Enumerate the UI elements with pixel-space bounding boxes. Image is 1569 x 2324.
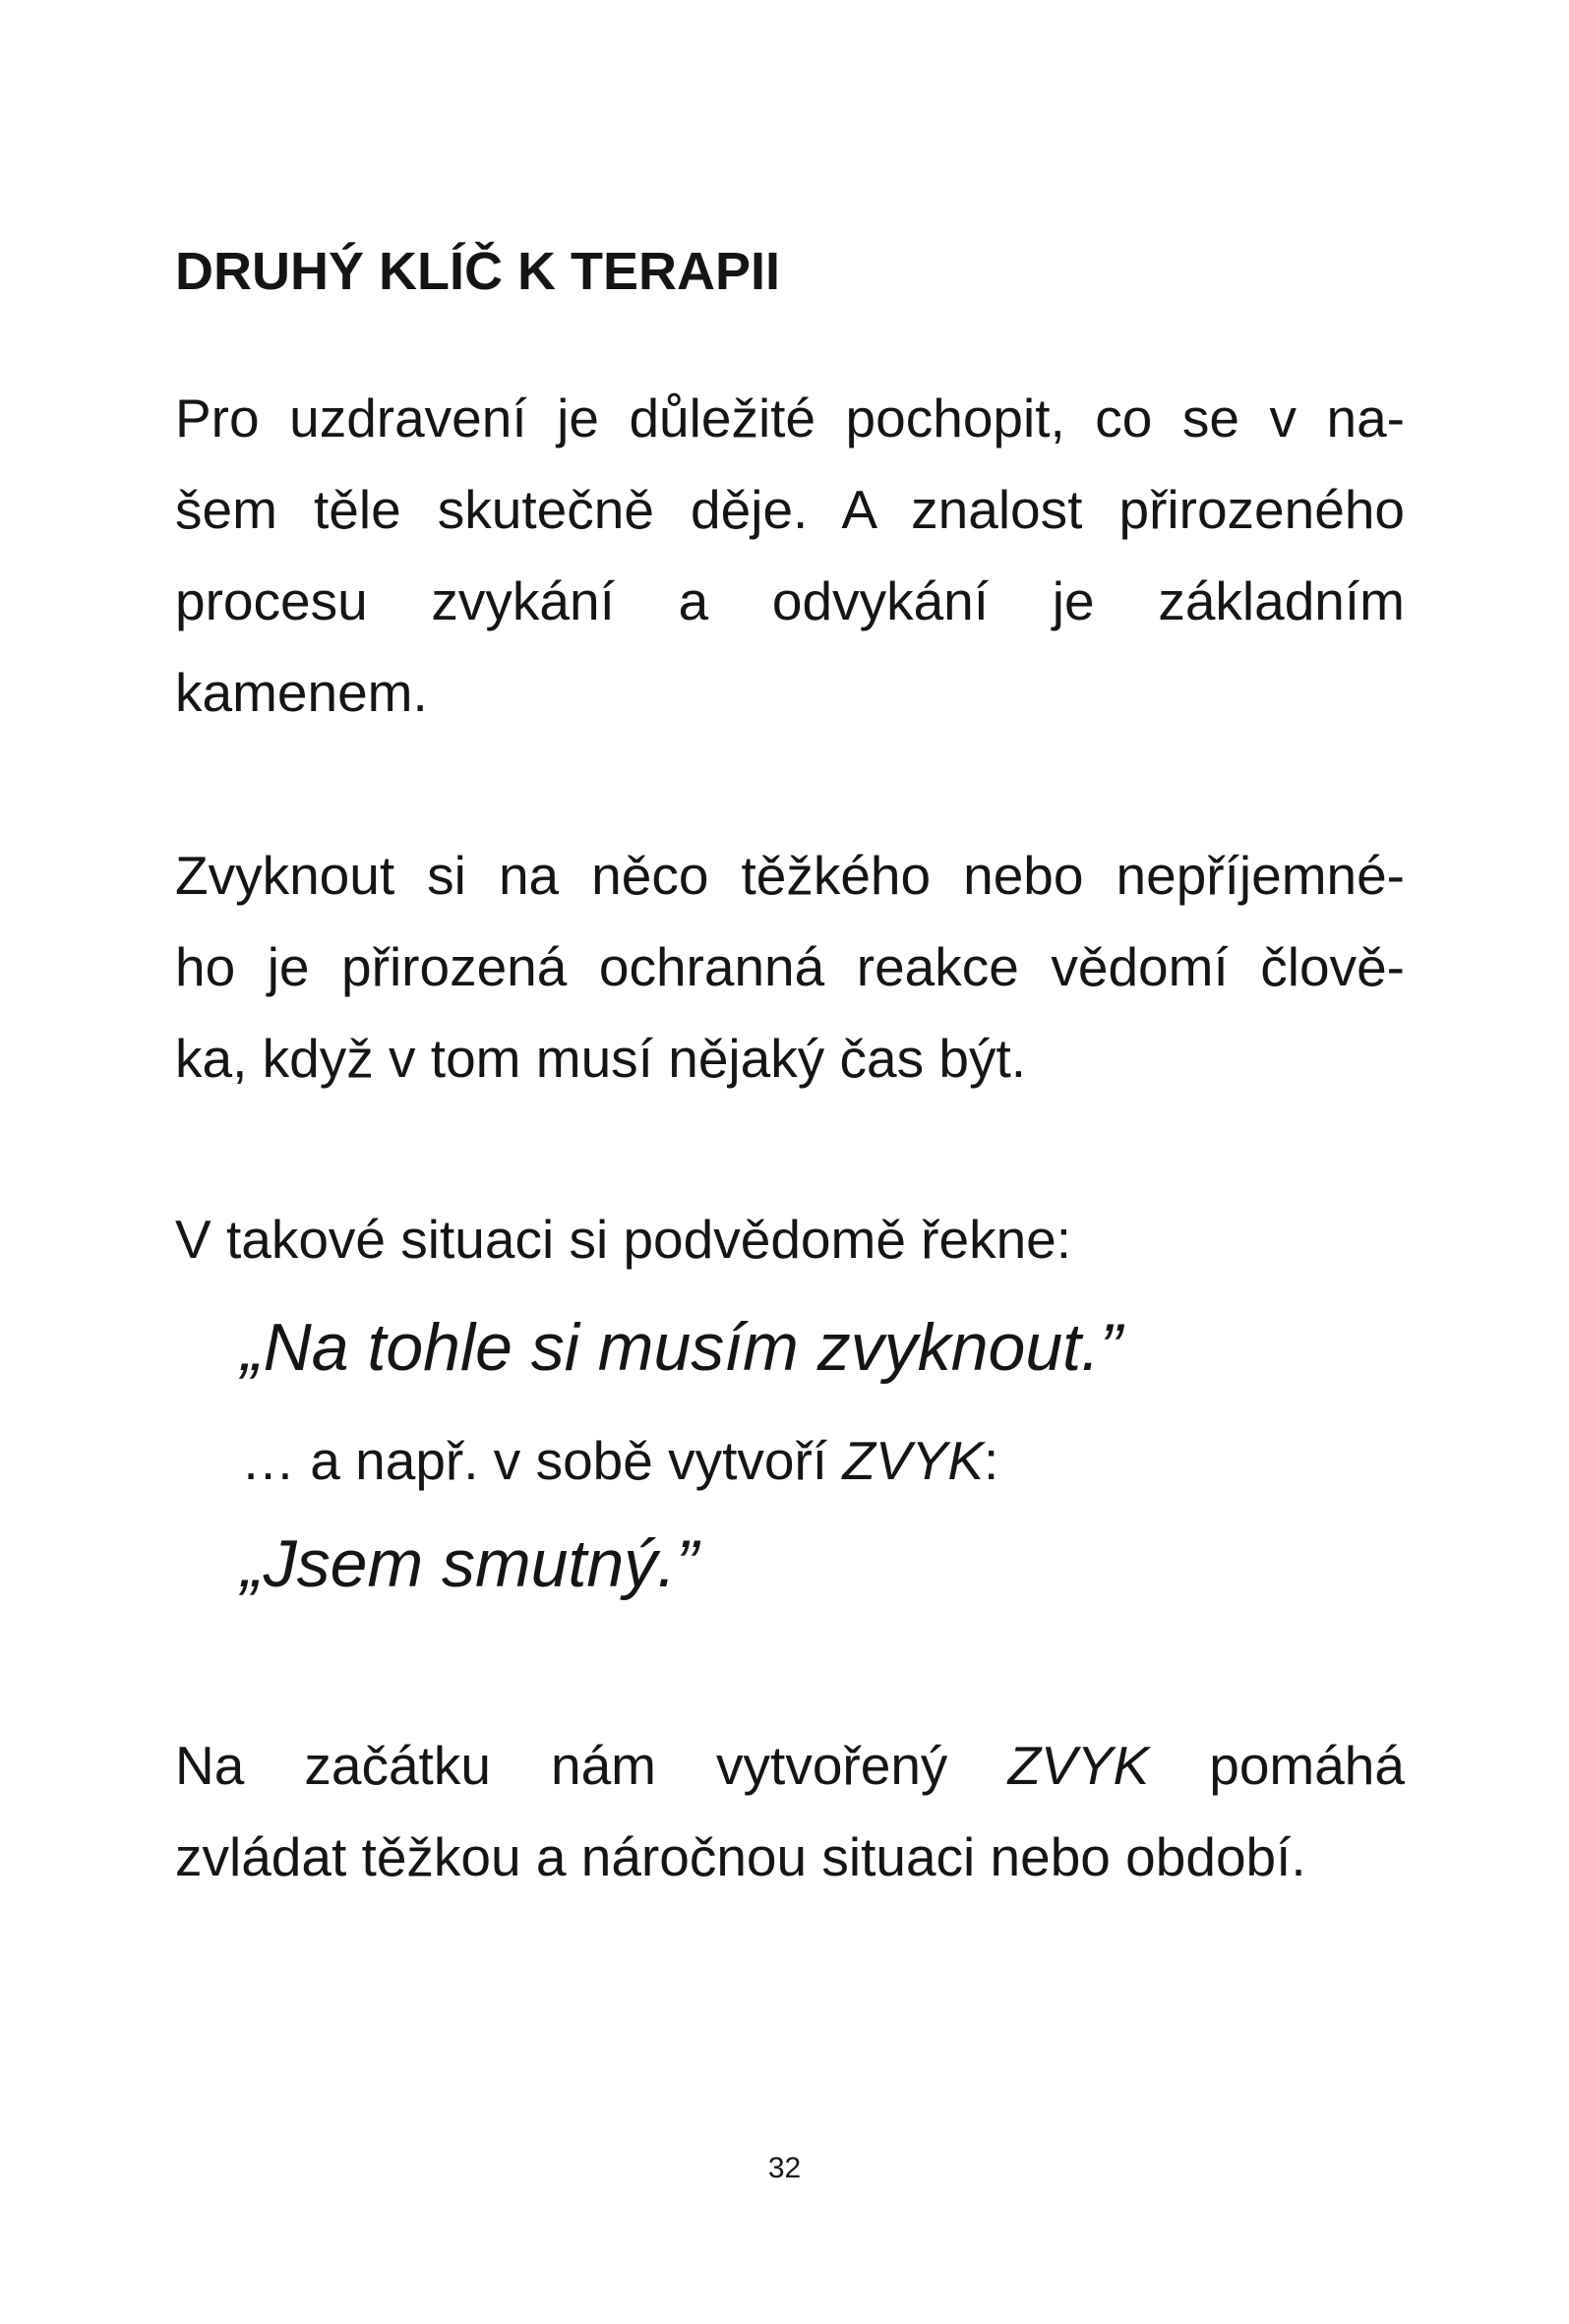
paragraph-4-line-1-suffix: pomáhá xyxy=(1149,1735,1405,1796)
paragraph-1-line-4: kamenem. xyxy=(175,662,428,723)
example-line-prefix: … a např. v sobě vytvoří xyxy=(241,1430,843,1491)
paragraph-2-line-2: ho je přirozená ochranná reakce vědomí člově- xyxy=(175,936,1405,997)
section-heading: DRUHÝ KLÍČ K TERAPII xyxy=(175,242,781,301)
quote-1: „Na tohle si musím zvyknout.” xyxy=(241,1310,1122,1385)
paragraph-3-intro: V takové situaci si podvědomě řekne: xyxy=(175,1209,1072,1270)
example-line-suffix: : xyxy=(984,1430,999,1491)
paragraph-4-line-1-emphasis: ZVYK xyxy=(1007,1735,1150,1796)
paragraph-1-line-2: šem těle skutečně děje. A znalost přirozeného xyxy=(175,479,1405,540)
page-number: 32 xyxy=(767,2152,802,2184)
paragraph-4-line-2: zvládat těžkou a náročnou situaci nebo období. xyxy=(175,1826,1306,1887)
paragraph-2-line-3: ka, když v tom musí nějaký čas být. xyxy=(175,1028,1027,1089)
quote-2: „Jsem smutný.” xyxy=(241,1526,698,1601)
paragraph-4-line-1-prefix: Na začátku nám vytvořený xyxy=(175,1735,1008,1796)
paragraph-1-line-1: Pro uzdravení je důležité pochopit, co se v na- xyxy=(175,387,1405,448)
paragraph-4-line-1 xyxy=(175,1731,1405,1800)
example-line xyxy=(241,1426,998,1495)
paragraph-1-line-3: procesu zvykání a odvykání je základním xyxy=(175,570,1405,631)
paragraph-2-line-1: Zvyknout si na něco těžkého nebo nepříjemné- xyxy=(175,845,1405,906)
example-line-emphasis: ZVYK xyxy=(842,1430,985,1491)
